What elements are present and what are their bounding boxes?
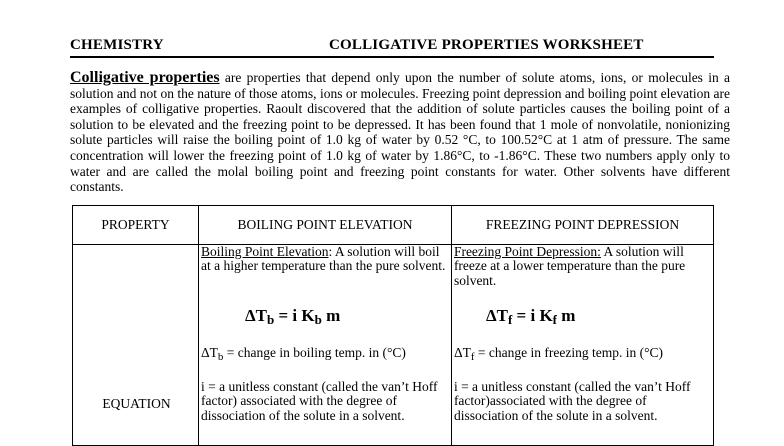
- boiling-delta-symbol: ΔT: [200, 345, 218, 360]
- freezing-formula: [485, 306, 576, 328]
- intro-paragraph: [70, 70, 730, 195]
- table-header-row: [73, 206, 714, 245]
- freezing-formula-sub2: f: [552, 312, 558, 327]
- boiling-formula-sub: b: [266, 312, 275, 327]
- boiling-formula-rhs: m: [321, 306, 341, 325]
- freezing-delta-definition: [454, 346, 663, 365]
- boiling-formula: [244, 306, 341, 328]
- row-label-cell: [73, 245, 199, 446]
- boiling-cell: [198, 245, 451, 446]
- worksheet-title: COLLIGATIVE PROPERTIES WORKSHEET: [329, 37, 644, 53]
- freezing-formula-sub: f: [507, 312, 513, 327]
- boiling-definition-title: Boiling Point Elevation: [200, 245, 329, 259]
- boiling-formula-sub2: b: [314, 312, 322, 327]
- subject-heading: CHEMISTRY: [70, 37, 164, 53]
- boiling-vant-hoff: i = a unitless constant (called the van’t Hoff factor) associated with the degree of dissociation of the solute in a solvent.: [200, 379, 438, 423]
- header-boiling-point-elevation: BOILING POINT ELEVATION: [198, 206, 451, 245]
- freezing-vant-hoff: i = a unitless constant (called the van’t Hoff factor)associated with the degree of dissociation of the solute in a solvent.: [453, 379, 691, 423]
- freezing-definition: [454, 245, 711, 288]
- intro-text: are properties that depend only upon the number of solute atoms, ions, or molecules in a solution and not on the nature of those atoms, ions or molecules. Freezing point depression and boiling point elevation are examples of colligative properties. Raoult discovered that the addition of solute particles causes the boiling point of a solution to be elevated and the freezing point to be depressed. It has been found that 1 mole of nonvolatile, nonionizing solute particles will raise the boiling point of 1.0 kg of water by 0.52 °C, to 100.52°C at 1 atm of pressure. The same concentration will lower the freezing point of 1.0 kg of water by 1.86°C, to -1.86°C. These two numbers apply only to water and are called the molal boiling point and freezing point constants for water. Other solvents have different constants.: [70, 70, 730, 195]
- boiling-formula-mid: = i K: [274, 306, 315, 325]
- freezing-formula-mid: = i K: [512, 306, 553, 325]
- freezing-definition-text: A solution will freeze at a lower temperature than the pure solvent.: [453, 245, 686, 288]
- freezing-formula-rhs: m: [557, 306, 576, 325]
- boiling-definition-text: : A solution will boil at a higher temperature than the pure solvent.: [200, 245, 446, 274]
- freezing-delta-text: = change in freezing temp. in (°C): [474, 345, 663, 360]
- table-row-equation: [73, 245, 714, 446]
- freezing-definition-title: Freezing Point Depression:: [453, 245, 601, 259]
- boiling-definition: [201, 245, 449, 274]
- freezing-delta-symbol: ΔT: [453, 345, 471, 360]
- intro-term: Colligative properties: [70, 69, 220, 86]
- boiling-delta-definition: [201, 346, 406, 365]
- freezing-cell: [451, 245, 713, 446]
- properties-table: [72, 205, 714, 446]
- freezing-formula-lhs: ΔT: [485, 306, 508, 325]
- boiling-delta-sub: b: [217, 351, 224, 363]
- header-property: PROPERTY: [73, 206, 199, 245]
- boiling-delta-text: = change in boiling temp. in (°C): [223, 345, 406, 360]
- header-divider: [70, 56, 714, 58]
- freezing-delta-sub: f: [470, 351, 475, 363]
- row-label-equation: EQUATION: [102, 396, 171, 411]
- boiling-formula-lhs: ΔT: [244, 306, 267, 325]
- header-freezing-point-depression: FREEZING POINT DEPRESSION: [451, 206, 713, 245]
